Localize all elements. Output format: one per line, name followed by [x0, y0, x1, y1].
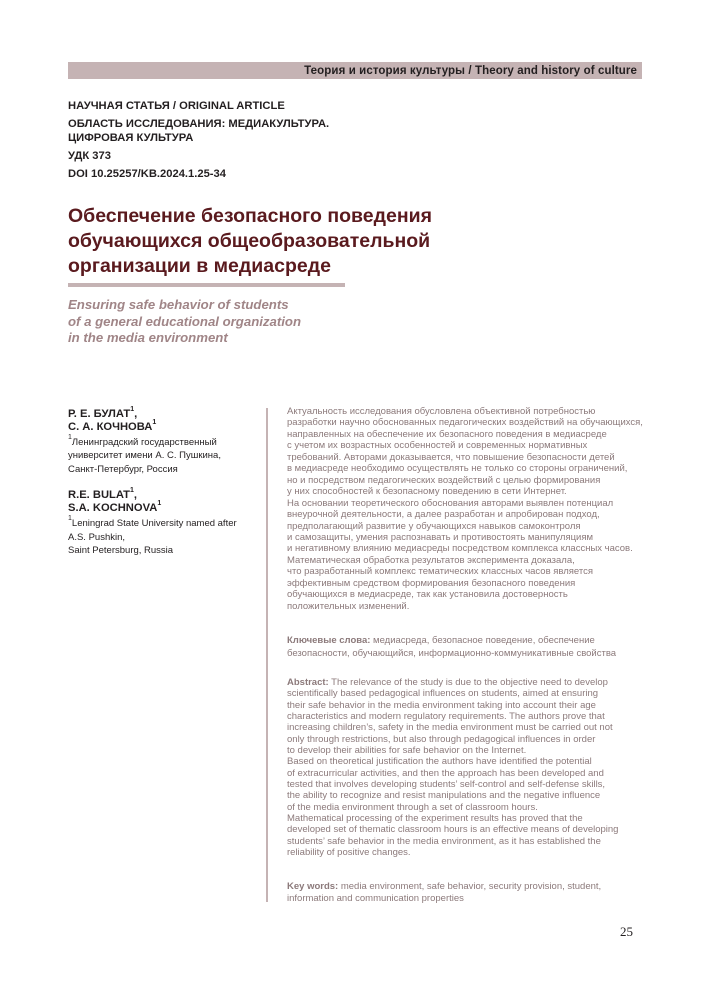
title-en-line: Ensuring safe behavior of students: [68, 297, 289, 312]
authors-ru: [68, 408, 263, 476]
affil-line: A.S. Pushkin,: [68, 531, 126, 543]
abstract-en-line: their safe behavior in the media environment taking into account their age: [287, 699, 596, 711]
section-title: Теория и история культуры / Theory and history of culture: [304, 64, 637, 77]
keywords-ru-text: безопасности, обучающийся, информационно-коммуникативные свойства: [287, 647, 617, 659]
abstract-en-line: students’ safe behavior in the media environment, as it has established the: [287, 835, 601, 847]
abstract-ru-line: с учетом их возрастных особенностей и современных нормативных: [287, 440, 588, 452]
abstract-ru-line: внеурочной деятельности, а далее разработан и апробирован подход,: [287, 509, 600, 521]
abstract-ru-line: в медиасреде необходимо осуществлять не только со стороны ограничений,: [287, 463, 628, 475]
author-name: R.E. BULAT: [68, 489, 130, 502]
abstract-en-line: Mathematical processing of the experiment results has proved that the: [287, 813, 583, 825]
abstract-ru-line: обучающихся в медиасреде, так как установила достоверность: [287, 589, 568, 601]
abstract-ru-line: На основании теоретического обоснования авторами выявлен потенциал: [287, 497, 614, 509]
column-divider: [266, 408, 268, 902]
affil-line: Saint Petersburg, Russia: [68, 545, 174, 557]
abstract-en-line: of the media environment through a set of classroom hours.: [287, 801, 538, 813]
abstract-ru-line: и негативному влиянию медиасреды посредством комплекса классных часов.: [287, 543, 633, 555]
abstract-ru-line: что разработанный комплекс тематических классных часов является: [287, 566, 594, 578]
abstract-en-line: The relevance of the study is due to the objective need to develop: [328, 677, 608, 688]
abstract-en-line: Based on theoretical justification the authors have identified the potential: [287, 756, 592, 768]
title-ru-line: Обеспечение безопасного поведения: [68, 205, 432, 227]
abstract-en-line: of extracurricular activities, and then the approach has been developed and: [287, 767, 604, 779]
abstract-ru-line: разработки научно обоснованных педагогических воздействий на обучающихся,: [287, 417, 643, 429]
abstract-en-line: the ability to recognize and resist manipulations and the negative influence: [287, 790, 601, 802]
affil-line: Leningrad State University named after: [71, 518, 237, 530]
abstract-ru-line: и самозащиты, умения распознавать и противостоять манипуляциям: [287, 531, 594, 543]
affil-line: Санкт-Петербург, Россия: [68, 463, 178, 475]
article-meta: [68, 99, 398, 181]
article-title-en: [68, 297, 368, 347]
affil-sup: 1: [68, 434, 72, 441]
author-names-en: R.E. BULAT$^1$, S.A. KOCHNOVA$^1$: [68, 487, 162, 515]
affiliation-ru: [68, 436, 263, 476]
keywords-en-text: information and communication properties: [287, 892, 464, 904]
title-divider: [68, 283, 345, 287]
keywords-en: [287, 881, 647, 904]
abstract-en-line: to develop their abilities for safe behavior on the Internet.: [287, 745, 527, 757]
abstract-en-label: Abstract:: [287, 677, 329, 688]
authors-en: [68, 489, 263, 557]
section-header-bar: [68, 62, 642, 79]
keywords-ru-label: Ключевые слова:: [287, 635, 371, 646]
title-ru-line: обучающихся общеобразовательной: [68, 230, 431, 252]
abstract-ru-line: предполагающий развитие у обучающихся навыков самоконтроля: [287, 520, 581, 532]
keywords-en-text: media environment, safe behavior, security provision, student,: [338, 881, 602, 892]
affil-sup: 1: [130, 406, 135, 413]
affil-sup: 1: [129, 487, 134, 495]
abstract-ru-line: требований. Авторами доказывается, что повышение безопасности детей: [287, 451, 615, 463]
author-names-ru: Р. Е. БУЛАТ$^1$, С. А. КОЧНОВА$^1$: [68, 406, 157, 433]
abstract-ru-line: у них способностей к безопасному поведению в сети Интернет.: [287, 486, 567, 498]
article-title-ru: [68, 204, 488, 279]
abstract-en-line: reliability of positive changes.: [287, 847, 411, 859]
author-name: С. А. КОЧНОВА: [68, 421, 153, 433]
abstract-ru-line: Актуальность исследования обусловлена объективной потребностью: [287, 406, 596, 417]
abstract-en-line: increasing children’s, safety in the media environment must be carried out not: [287, 722, 613, 734]
affil-line: университет имени А. С. Пушкина,: [68, 450, 221, 462]
author-name: Р. Е. БУЛАТ: [68, 408, 131, 420]
abstract-en-line: tested that involves developing students’ self-control and self-defense skills,: [287, 779, 606, 791]
keywords-en-label: Key words:: [287, 881, 339, 892]
affil-sup: 1: [157, 500, 162, 508]
authors-column: [68, 408, 263, 557]
abstract-ru-line: эффективным средством формирования безопасного поведения: [287, 577, 576, 589]
affil-sup: 1: [68, 515, 72, 523]
affil-line: Ленинградский государственный: [71, 437, 217, 448]
page-number: 25: [620, 924, 633, 939]
research-area-line1: ОБЛАСТЬ ИССЛЕДОВАНИЯ: МЕДИАКУЛЬТУРА.: [68, 118, 330, 130]
research-area-line2: ЦИФРОВАЯ КУЛЬТУРА: [68, 132, 194, 144]
abstract-en-line: scientifically based pedagogical influences on students, aimed at ensuring: [287, 688, 599, 700]
abstract-ru-line: но и посредством педагогических воздействий с целью формирования: [287, 474, 601, 486]
abstract-en: [287, 677, 647, 859]
abstract-en-line: only through restrictions, but also through pedagogical influences in order: [287, 733, 596, 745]
affiliation-en: [68, 517, 263, 557]
abstract-ru-line: Математическая обработка результатов эксперимента доказала,: [287, 554, 575, 566]
abstract-en-line: characteristics and modern regulatory requirements. The authors prove that: [287, 711, 605, 723]
title-ru-line: организации в медиасреде: [68, 255, 331, 277]
abstract-ru-line: положительных изменений.: [287, 600, 410, 612]
author-name: S.A. KOCHNOVA: [68, 502, 158, 515]
affil-sup: 1: [152, 419, 157, 426]
keywords-ru-text: медиасреда, безопасное поведение, обеспечение: [370, 635, 595, 646]
title-en-line: of a general educational organization: [68, 313, 302, 329]
abstract-ru: [287, 406, 647, 612]
abstract-ru-line: направленных на обеспечение их безопасного поведения в медиасреде: [287, 428, 607, 440]
title-en-line: in the media environment: [68, 330, 228, 345]
keywords-ru: [287, 635, 647, 660]
abstract-en-line: developed set of thematic classroom hours is an effective means of developing: [287, 824, 619, 836]
doi: DOI 10.25257/KB.2024.1.25-34: [68, 168, 226, 180]
udk-code: УДК 373: [68, 150, 111, 162]
article-type: НАУЧНАЯ СТАТЬЯ / ORIGINAL ARTICLE: [68, 100, 285, 112]
